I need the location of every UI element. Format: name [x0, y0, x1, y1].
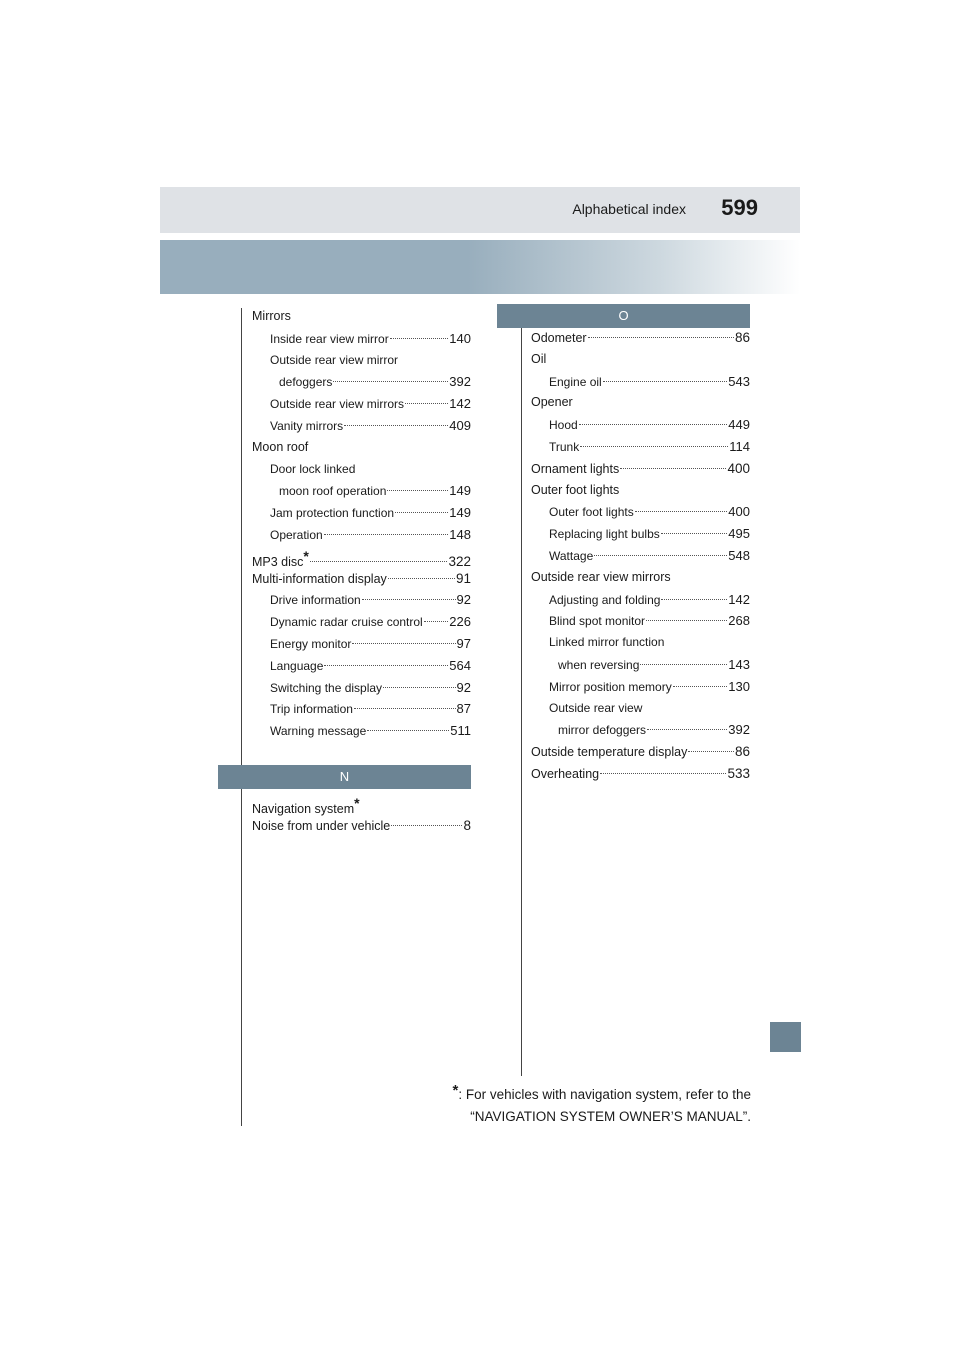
- entry-label: [549, 502, 634, 524]
- footnote-star-marker: *: [354, 795, 360, 811]
- left-index-column: [252, 306, 471, 742]
- entry-label-text: Mirrors: [252, 309, 291, 323]
- index-entry: [252, 611, 471, 633]
- index-entry: [252, 677, 471, 699]
- index-entry: [252, 568, 471, 590]
- entry-page-number: 143: [728, 656, 750, 672]
- header-title: Alphabetical index: [572, 201, 686, 217]
- entry-page-number: 449: [728, 417, 750, 433]
- entry-label: [531, 764, 599, 786]
- index-entry: [531, 676, 750, 698]
- entry-label: [270, 329, 389, 351]
- entry-label-text: Overheating: [531, 766, 600, 781]
- index-entry: [252, 698, 471, 720]
- dot-leader: [580, 446, 728, 447]
- entry-label: [270, 503, 394, 525]
- entry-page-number: 268: [728, 613, 750, 629]
- entry-label-text: Mirror position memory: [549, 679, 672, 694]
- index-entry: [252, 633, 471, 655]
- entry-page-number: 86: [734, 330, 750, 345]
- index-entry: [252, 480, 471, 502]
- entry-label-text: Dynamic radar cruise control: [270, 615, 423, 630]
- entry-label: [270, 612, 423, 634]
- entry-label-text: Energy monitor: [270, 636, 352, 651]
- entry-label-text: Drive information: [270, 593, 361, 608]
- entry-label: [270, 678, 382, 700]
- dot-leader: [603, 381, 728, 382]
- index-entry: [252, 328, 471, 350]
- entry-label: [252, 816, 390, 838]
- entry-label-text: Outer foot lights: [549, 505, 634, 520]
- entry-label: [549, 372, 602, 394]
- entry-label-text: Multi-information display: [252, 571, 387, 586]
- footnote-line-1: : For vehicles with navigation system, refer to the: [458, 1087, 751, 1102]
- entry-label-text: Adjusting and folding: [549, 592, 661, 607]
- entry-page-number: 392: [728, 722, 750, 738]
- entry-label-text: defoggers: [279, 375, 333, 390]
- dot-leader: [579, 424, 728, 425]
- entry-page-number: 495: [728, 526, 750, 542]
- footnote: [453, 1080, 751, 1128]
- entry-page-number: 142: [449, 396, 471, 412]
- index-tab-marker: [770, 1022, 801, 1052]
- entry-label: [549, 415, 578, 437]
- entry-label: [549, 677, 672, 699]
- index-entry: [531, 458, 750, 480]
- entry-label: [531, 349, 546, 371]
- index-entry: [252, 350, 471, 372]
- dot-leader: [661, 599, 727, 600]
- entry-page-number: 226: [449, 614, 471, 630]
- entry-page-number: 142: [728, 591, 750, 607]
- entry-page-number: 533: [727, 765, 750, 781]
- entry-label-text: Door lock linked: [270, 461, 356, 476]
- index-entry: [531, 349, 750, 371]
- entry-page-number: 114: [729, 438, 750, 454]
- entry-label: [531, 459, 619, 481]
- entry-label: [252, 306, 291, 328]
- index-entry: [531, 610, 750, 632]
- entry-page-number: 92: [456, 679, 471, 695]
- entry-label: [549, 611, 645, 633]
- entry-label: [270, 394, 404, 416]
- entry-label: [549, 546, 593, 568]
- dot-leader: [310, 561, 448, 562]
- index-entry: [252, 393, 471, 415]
- index-entry: [531, 741, 750, 763]
- dot-leader: [395, 512, 448, 513]
- index-entry: [531, 414, 750, 436]
- entry-label: [279, 481, 386, 503]
- entry-page-number: 86: [734, 744, 750, 760]
- entry-label: [558, 720, 646, 742]
- entry-page-number: 543: [728, 373, 750, 389]
- entry-label-text: Opener: [531, 395, 573, 410]
- dot-leader: [600, 773, 726, 774]
- entry-label: [549, 437, 579, 459]
- entry-label: [270, 721, 366, 743]
- entry-label-text: Outer foot lights: [531, 482, 620, 497]
- entry-label: [549, 698, 642, 720]
- entry-label-text: Hood: [549, 418, 578, 433]
- entry-page-number: 511: [450, 723, 471, 739]
- index-entry: [531, 327, 750, 349]
- dot-leader: [388, 578, 455, 579]
- entry-label-text: MP3 disc: [252, 554, 304, 569]
- dot-leader: [620, 468, 726, 469]
- left-margin-line: [241, 308, 242, 1126]
- entry-label-text: Language: [270, 658, 324, 673]
- entry-label-text: Inside rear view mirror: [270, 331, 389, 346]
- entry-label-text: Trip information: [270, 702, 353, 717]
- entry-page-number: 392: [449, 374, 471, 390]
- index-entry: [252, 655, 471, 677]
- entry-label: [558, 655, 639, 677]
- entry-page-number: 130: [728, 678, 750, 694]
- entry-label: [270, 350, 398, 372]
- entry-page-number: 91: [455, 570, 471, 586]
- entry-label: [270, 590, 361, 612]
- entry-label-text: Warning message: [270, 724, 367, 739]
- index-entry: [531, 763, 750, 785]
- entry-label: [279, 372, 332, 394]
- entry-label-text: moon roof operation: [279, 484, 387, 499]
- entry-label-text: Outside rear view mirrors: [270, 397, 405, 412]
- index-entry: [252, 720, 471, 742]
- dot-leader: [688, 751, 734, 752]
- dot-leader: [324, 534, 449, 535]
- dot-leader: [344, 425, 448, 426]
- entry-page-number: 548: [728, 547, 750, 563]
- dot-leader: [647, 729, 727, 730]
- entry-page-number: 97: [456, 635, 471, 651]
- dot-leader: [588, 337, 734, 338]
- index-entry: [531, 654, 750, 676]
- index-entry: [531, 567, 750, 589]
- section-header-o: O: [497, 304, 750, 328]
- entry-label-text: Linked mirror function: [549, 635, 665, 650]
- index-entry: [252, 546, 471, 568]
- entry-label: [531, 392, 573, 414]
- entry-page-number: 400: [728, 504, 750, 520]
- entry-page-number: 322: [448, 553, 471, 569]
- index-entry: [531, 371, 750, 393]
- index-entry: [252, 589, 471, 611]
- dot-leader: [362, 599, 456, 600]
- index-entry: [531, 480, 750, 502]
- entry-label: [270, 525, 323, 547]
- entry-label-text: Engine oil: [549, 374, 602, 389]
- dot-leader: [367, 730, 449, 731]
- index-entry: [531, 632, 750, 654]
- index-entry: [531, 436, 750, 458]
- entry-label-text: Trunk: [549, 439, 580, 454]
- entry-page-number: 400: [727, 460, 750, 476]
- entry-label-text: Oil: [531, 351, 547, 366]
- index-entry: [252, 815, 471, 837]
- dot-leader: [390, 338, 449, 339]
- entry-page-number: 564: [449, 657, 471, 673]
- dot-leader: [354, 708, 456, 709]
- index-entry: [252, 437, 471, 459]
- entry-label-text: Odometer: [531, 331, 587, 345]
- footnote-star-marker: *: [303, 547, 309, 564]
- entry-label-text: Navigation system: [252, 802, 355, 816]
- index-entry: [531, 719, 750, 741]
- entry-label-text: Operation: [270, 527, 323, 542]
- index-entry: [252, 459, 471, 481]
- index-entry: [252, 415, 471, 437]
- entry-label-text: Switching the display: [270, 680, 383, 695]
- index-entry: [531, 501, 750, 523]
- entry-label: [549, 632, 664, 654]
- dot-leader: [352, 643, 455, 644]
- entry-page-number: 92: [456, 592, 471, 608]
- entry-label: [270, 416, 343, 438]
- entry-label: [270, 459, 355, 481]
- dot-leader: [646, 620, 727, 621]
- index-entry: [531, 523, 750, 545]
- entry-page-number: 148: [449, 526, 471, 542]
- entry-label-text: Outside rear view mirror: [270, 352, 399, 367]
- index-entry: [252, 502, 471, 524]
- dot-leader: [640, 664, 727, 665]
- entry-label-text: Jam protection function: [270, 506, 395, 521]
- entry-label-text: Wattage: [549, 548, 594, 563]
- dot-leader: [324, 665, 448, 666]
- index-entry: [531, 589, 750, 611]
- section-header-n: N: [218, 765, 471, 789]
- index-entry: [531, 545, 750, 567]
- entry-label: [270, 634, 351, 656]
- index-entry: [252, 306, 471, 328]
- entry-label: [549, 590, 660, 612]
- index-entry: [252, 371, 471, 393]
- entry-label: [531, 567, 671, 589]
- entry-label-text: Ornament lights: [531, 461, 620, 476]
- entry-label-text: Blind spot monitor: [549, 614, 646, 629]
- dot-leader: [661, 533, 728, 534]
- dot-leader: [391, 825, 462, 826]
- page-number: 599: [721, 195, 758, 220]
- entry-label: [531, 328, 587, 350]
- entry-page-number: 87: [456, 701, 471, 717]
- entry-label-text: mirror defoggers: [558, 723, 647, 738]
- entry-label-text: Noise from under vehicle: [252, 818, 391, 833]
- entry-label: [270, 656, 323, 678]
- index-entry: [531, 698, 750, 720]
- page-header: [160, 187, 800, 233]
- entry-label-text: Outside temperature display: [531, 745, 688, 760]
- entry-label: [549, 524, 660, 546]
- entry-label: [252, 437, 308, 459]
- section-n-entries: [252, 793, 471, 837]
- entry-label: [270, 699, 353, 721]
- column-divider-line: [521, 328, 522, 1076]
- dot-leader: [405, 403, 448, 404]
- entry-page-number: 409: [449, 417, 471, 433]
- dot-leader: [387, 490, 448, 491]
- dot-leader: [424, 621, 449, 622]
- footnote-star: *: [452, 1082, 459, 1099]
- entry-label: [531, 480, 619, 502]
- footnote-line-2: “NAVIGATION SYSTEM OWNER’S MANUAL”.: [470, 1109, 751, 1124]
- dot-leader: [594, 555, 727, 556]
- dot-leader: [673, 686, 728, 687]
- header-gradient-band: [160, 240, 800, 294]
- entry-page-number: 149: [449, 505, 471, 521]
- dot-leader: [333, 381, 448, 382]
- dot-leader: [635, 511, 728, 512]
- section-o-entries: [531, 327, 750, 785]
- entry-label-text: Outside rear view mirrors: [531, 569, 671, 584]
- entry-label-text: when reversing: [558, 657, 640, 672]
- entry-label-text: Vanity mirrors: [270, 418, 344, 433]
- entry-label: [252, 569, 387, 591]
- entry-page-number: 140: [449, 330, 471, 346]
- index-entry: [252, 793, 471, 815]
- entry-label-text: Outside rear view: [549, 700, 643, 715]
- entry-label: [531, 742, 687, 764]
- index-entry: [531, 392, 750, 414]
- dot-leader: [383, 687, 455, 688]
- entry-page-number: 8: [463, 817, 471, 833]
- entry-page-number: 149: [449, 483, 471, 499]
- entry-label-text: Moon roof: [252, 439, 309, 454]
- entry-label-text: Replacing light bulbs: [549, 527, 660, 542]
- index-entry: [252, 524, 471, 546]
